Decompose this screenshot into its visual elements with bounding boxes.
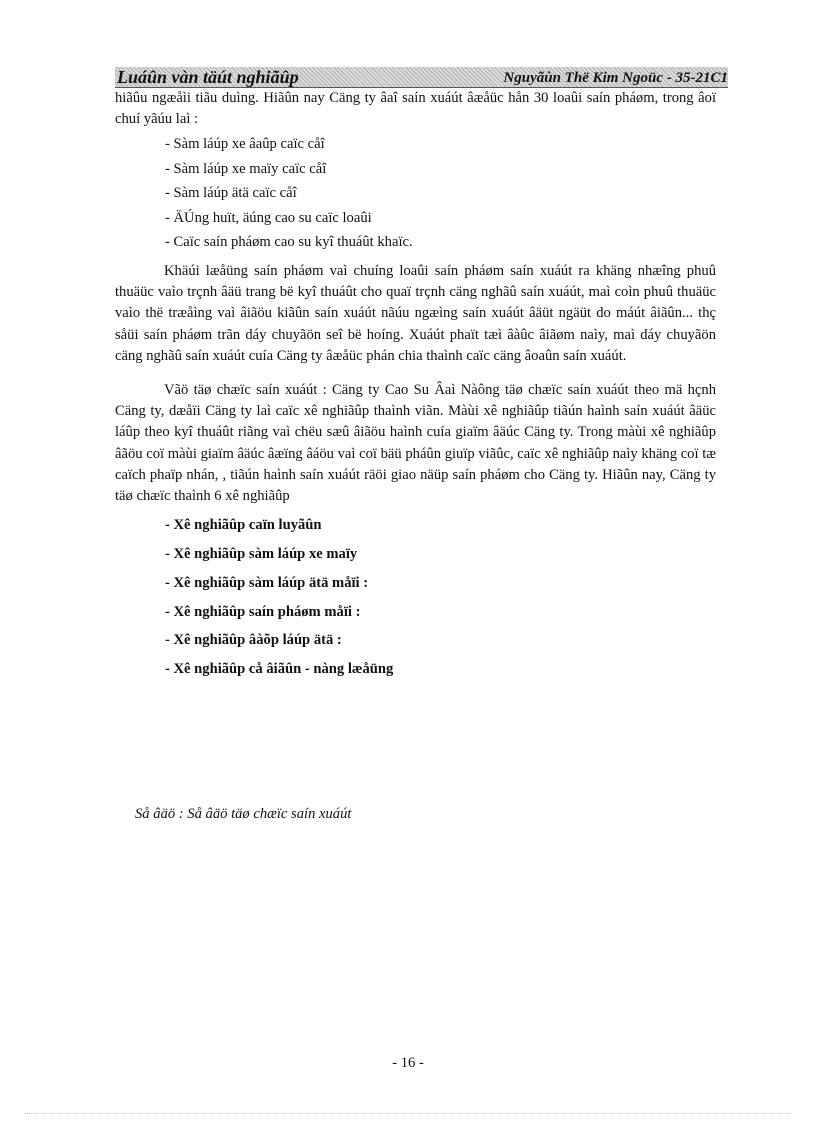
list-item: - Sàm láúp ätä caïc cåî — [165, 185, 297, 202]
list-item: - Xê nghiãûp sàm láúp ätä måïi : — [165, 574, 369, 591]
production-organization-paragraph: Vãö täø chæïc saín xuáút : Cäng ty Cao Su Âaì Nàông täø chæïc saín xuáút theo mä hçnh Cäng ty, dæåïi Cäng ty laì caïc xê nghiãûp thaình viãn. Màùi xê nghiãûp tiãún haình saín xuáút âäüc láûp theo kyî thuáût riãng vaì chëu sæû âiãöu haình cuía giaïm âäúc Cäng ty. Trong màùi xê nghiãûp âãöu coï màùi giaïm âäúc âæïng âáöu vaì coï bäü pháûn giuïp viãûc, caïc xê nghiãûp naìy khäng coï tæ caïch phaïp nhán, , tiãún haình saín xuáút räöi giao näüp saín pháøm cho Cäng ty. Hiãûn nay, Cäng ty täø chæïc thaình 6 xê nghiãûp — [115, 381, 716, 504]
list-item: - Xê nghiãûp âàõp láúp ätä : — [165, 632, 342, 649]
intro-paragraph: hiãûu ngæåìi tiãu duìng. Hiãûn nay Cäng ty âaî saín xuáút âæåüc hån 30 loaûi saín pháøm, trong âoï chuí yãúu laì : — [115, 90, 716, 128]
header-author: Nguyãùn Thë Kim Ngoüc - 35-21C1 — [503, 70, 728, 86]
page-header — [115, 67, 728, 88]
list-item: - Xê nghiãûp sàm láúp xe maïy — [165, 545, 358, 562]
list-item: - Caïc saín pháøm cao su kyî thuáût khaïc. — [165, 234, 413, 251]
diagram-caption: Så âäö : Så âäö täø chæïc saín xuáút — [135, 806, 352, 822]
page-body — [115, 88, 716, 684]
list-item: - Xê nghiãûp saín pháøm måïi : — [165, 603, 361, 620]
list-item: - Xê nghiãûp cå âiãûn - nàng læåüng — [165, 661, 394, 678]
enterprise-list — [165, 511, 716, 684]
list-item: - ÄÚng huït, äúng cao su caïc loaûi — [165, 209, 372, 226]
page-number: - 16 - — [392, 1055, 424, 1071]
list-item: - Sàm láúp xe âaûp caïc cåî — [165, 136, 325, 153]
list-item: - Xê nghiãûp caïn luyãûn — [165, 517, 322, 534]
product-list — [165, 132, 716, 255]
header-thesis-title: Luáûn vàn täút nghiãûp — [117, 67, 299, 87]
page-bottom-divider — [24, 1113, 792, 1114]
production-volume-paragraph: Khäúi læåüng saín pháøm vaì chuíng loaûi saín pháøm saín xuáút ra khäng nhæîng phuû thuäüc vaìo trçnh âäü trang bë kyî thuáût cho quaï trçnh cäng nghãû saín xuáút, maì coìn phuû thuäüc vaìo thë træåìng vaì âiãöu kiãûn saín xuáút nãúu ngæìng saín xuáút âäüt ngäüt do máút âiãûn... thç såüi saín pháøm trãn dáy chuyãön seî bë hoíng. Xuáút phaït tæì âàûc âiãøm naìy, maì dáy chuyãön cäng nghãû saín xuáút cuía Cäng ty âæåüc phán chia thaình caïc cäng âoaûn saín xuáút. — [115, 262, 716, 364]
list-item: - Sàm láúp xe maïy caïc cåî — [165, 160, 327, 177]
